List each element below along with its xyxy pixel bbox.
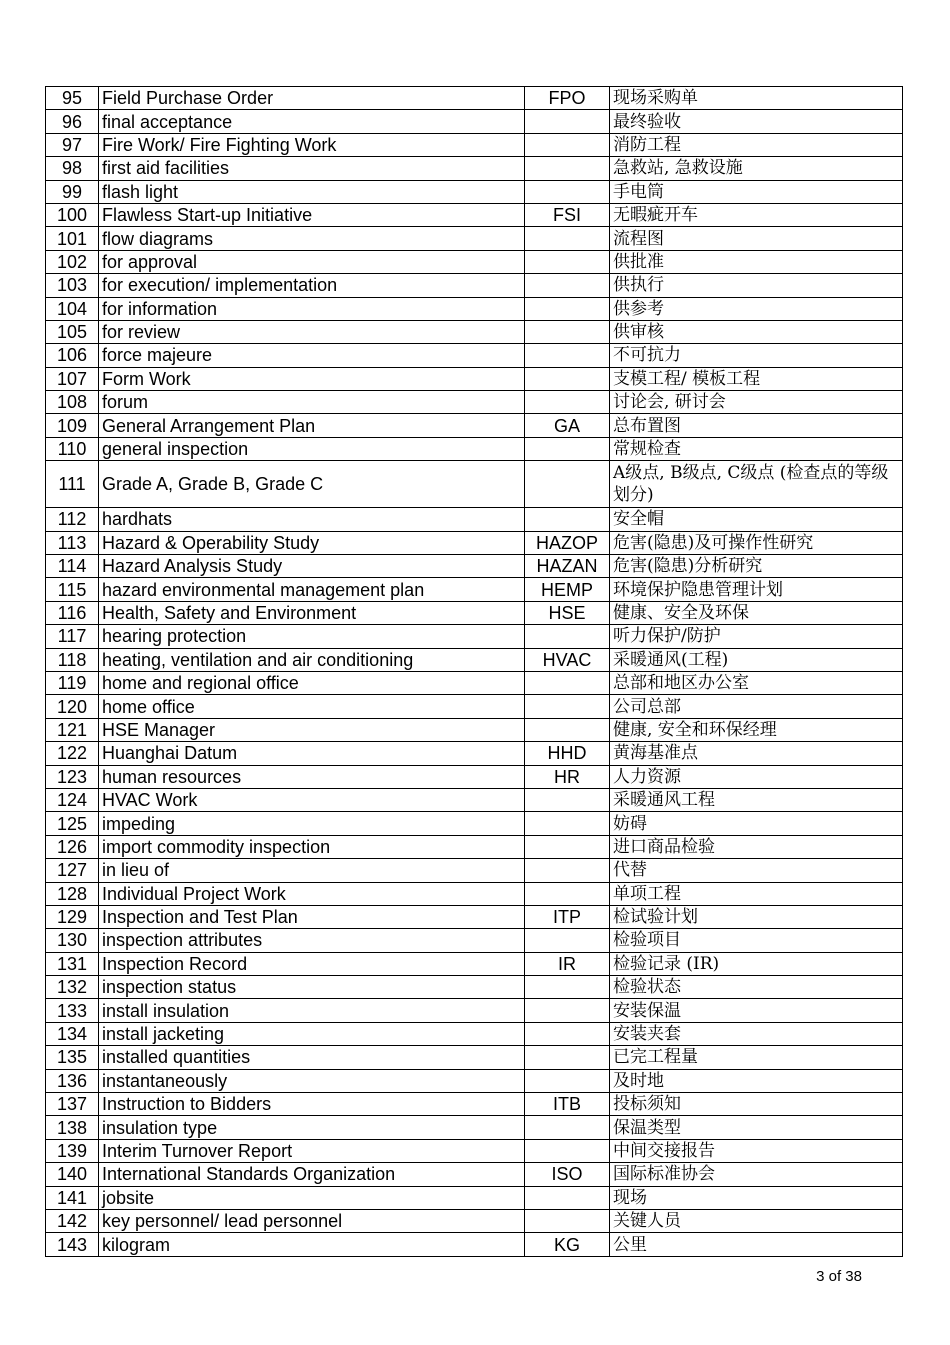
entry-number: 102 xyxy=(46,250,99,273)
chinese-translation: 环境保护隐患管理计划 xyxy=(610,578,903,601)
table-row xyxy=(46,180,903,203)
abbreviation xyxy=(525,391,610,414)
table-row xyxy=(46,1139,903,1162)
english-term: jobsite xyxy=(99,1186,525,1209)
abbreviation xyxy=(525,227,610,250)
entry-number: 105 xyxy=(46,320,99,343)
chinese-translation: 现场 xyxy=(610,1186,903,1209)
abbreviation xyxy=(525,976,610,999)
chinese-translation: 中间交接报告 xyxy=(610,1139,903,1162)
chinese-translation: 黄海基准点 xyxy=(610,742,903,765)
chinese-translation: 妨碍 xyxy=(610,812,903,835)
entry-number: 120 xyxy=(46,695,99,718)
table-row xyxy=(46,812,903,835)
english-term: inspection attributes xyxy=(99,929,525,952)
abbreviation xyxy=(525,508,610,531)
entry-number: 104 xyxy=(46,297,99,320)
entry-number: 98 xyxy=(46,157,99,180)
chinese-translation: 消防工程 xyxy=(610,133,903,156)
chinese-translation: 公司总部 xyxy=(610,695,903,718)
english-term: installed quantities xyxy=(99,1046,525,1069)
english-term: hearing protection xyxy=(99,625,525,648)
english-term: general inspection xyxy=(99,437,525,460)
entry-number: 138 xyxy=(46,1116,99,1139)
table-row xyxy=(46,203,903,226)
table-row xyxy=(46,437,903,460)
chinese-translation: 代替 xyxy=(610,859,903,882)
abbreviation xyxy=(525,344,610,367)
table-row xyxy=(46,110,903,133)
entry-number: 112 xyxy=(46,508,99,531)
chinese-translation: 进口商品检验 xyxy=(610,835,903,858)
abbreviation xyxy=(525,274,610,297)
english-term: Form Work xyxy=(99,367,525,390)
chinese-translation: 检试验计划 xyxy=(610,905,903,928)
abbreviation xyxy=(525,1116,610,1139)
english-term: kilogram xyxy=(99,1233,525,1256)
entry-number: 111 xyxy=(46,461,99,508)
abbreviation xyxy=(525,461,610,508)
english-term: International Standards Organization xyxy=(99,1163,525,1186)
chinese-translation: 无暇疵开车 xyxy=(610,203,903,226)
abbreviation: HVAC xyxy=(525,648,610,671)
english-term: home and regional office xyxy=(99,671,525,694)
table-row xyxy=(46,671,903,694)
abbreviation: HAZOP xyxy=(525,531,610,554)
english-term: Inspection and Test Plan xyxy=(99,905,525,928)
abbreviation xyxy=(525,625,610,648)
entry-number: 128 xyxy=(46,882,99,905)
table-row xyxy=(46,133,903,156)
chinese-translation: 总布置图 xyxy=(610,414,903,437)
chinese-translation: 检验项目 xyxy=(610,929,903,952)
abbreviation: HAZAN xyxy=(525,555,610,578)
abbreviation: HEMP xyxy=(525,578,610,601)
glossary-body xyxy=(46,87,903,1257)
abbreviation xyxy=(525,133,610,156)
entry-number: 137 xyxy=(46,1093,99,1116)
english-term: flow diagrams xyxy=(99,227,525,250)
chinese-translation: 公里 xyxy=(610,1233,903,1256)
english-term: for approval xyxy=(99,250,525,273)
entry-number: 114 xyxy=(46,555,99,578)
english-term: impeding xyxy=(99,812,525,835)
english-term: hazard environmental management plan xyxy=(99,578,525,601)
table-row xyxy=(46,1046,903,1069)
english-term: flash light xyxy=(99,180,525,203)
english-term: for review xyxy=(99,320,525,343)
chinese-translation: 危害(隐患)分析研究 xyxy=(610,555,903,578)
english-term: Huanghai Datum xyxy=(99,742,525,765)
abbreviation xyxy=(525,1022,610,1045)
chinese-translation: 国际标准协会 xyxy=(610,1163,903,1186)
english-term: Health, Safety and Environment xyxy=(99,601,525,624)
chinese-translation: 讨论会, 研讨会 xyxy=(610,391,903,414)
table-row xyxy=(46,531,903,554)
chinese-translation: 安装夹套 xyxy=(610,1022,903,1045)
entry-number: 100 xyxy=(46,203,99,226)
chinese-translation: 检验状态 xyxy=(610,976,903,999)
english-term: install insulation xyxy=(99,999,525,1022)
english-term: HVAC Work xyxy=(99,788,525,811)
entry-number: 115 xyxy=(46,578,99,601)
english-term: hardhats xyxy=(99,508,525,531)
entry-number: 126 xyxy=(46,835,99,858)
entry-number: 101 xyxy=(46,227,99,250)
english-term: instantaneously xyxy=(99,1069,525,1092)
abbreviation xyxy=(525,695,610,718)
english-term: final acceptance xyxy=(99,110,525,133)
table-row xyxy=(46,695,903,718)
abbreviation: HSE xyxy=(525,601,610,624)
table-row xyxy=(46,367,903,390)
table-row xyxy=(46,952,903,975)
abbreviation xyxy=(525,437,610,460)
english-term: install jacketing xyxy=(99,1022,525,1045)
entry-number: 129 xyxy=(46,905,99,928)
entry-number: 136 xyxy=(46,1069,99,1092)
entry-number: 140 xyxy=(46,1163,99,1186)
chinese-translation: 现场采购单 xyxy=(610,87,903,110)
table-row xyxy=(46,625,903,648)
entry-number: 132 xyxy=(46,976,99,999)
table-row xyxy=(46,718,903,741)
abbreviation xyxy=(525,297,610,320)
english-term: heating, ventilation and air conditioning xyxy=(99,648,525,671)
abbreviation: ITP xyxy=(525,905,610,928)
chinese-translation: 采暖通风(工程) xyxy=(610,648,903,671)
entry-number: 141 xyxy=(46,1186,99,1209)
table-row xyxy=(46,391,903,414)
english-term: Instruction to Bidders xyxy=(99,1093,525,1116)
table-row xyxy=(46,648,903,671)
table-row xyxy=(46,742,903,765)
chinese-translation: A级点, B级点, C级点 (检查点的等级划分) xyxy=(610,461,903,508)
abbreviation: ITB xyxy=(525,1093,610,1116)
english-term: import commodity inspection xyxy=(99,835,525,858)
chinese-translation: 常规检查 xyxy=(610,437,903,460)
table-row xyxy=(46,227,903,250)
entry-number: 130 xyxy=(46,929,99,952)
entry-number: 116 xyxy=(46,601,99,624)
entry-number: 124 xyxy=(46,788,99,811)
chinese-translation: 不可抗力 xyxy=(610,344,903,367)
entry-number: 134 xyxy=(46,1022,99,1045)
english-term: HSE Manager xyxy=(99,718,525,741)
english-term: home office xyxy=(99,695,525,718)
table-row xyxy=(46,414,903,437)
abbreviation xyxy=(525,671,610,694)
table-row xyxy=(46,87,903,110)
abbreviation xyxy=(525,1209,610,1232)
table-row xyxy=(46,1163,903,1186)
abbreviation xyxy=(525,929,610,952)
english-term: force majeure xyxy=(99,344,525,367)
english-term: Inspection Record xyxy=(99,952,525,975)
table-row xyxy=(46,297,903,320)
table-row xyxy=(46,344,903,367)
table-row xyxy=(46,1186,903,1209)
table-row xyxy=(46,905,903,928)
entry-number: 107 xyxy=(46,367,99,390)
chinese-translation: 手电筒 xyxy=(610,180,903,203)
entry-number: 96 xyxy=(46,110,99,133)
entry-number: 97 xyxy=(46,133,99,156)
table-row xyxy=(46,1022,903,1045)
chinese-translation: 单项工程 xyxy=(610,882,903,905)
abbreviation xyxy=(525,1046,610,1069)
table-row xyxy=(46,1069,903,1092)
english-term: inspection status xyxy=(99,976,525,999)
abbreviation xyxy=(525,250,610,273)
table-row xyxy=(46,508,903,531)
abbreviation xyxy=(525,110,610,133)
english-term: Interim Turnover Report xyxy=(99,1139,525,1162)
english-term: Field Purchase Order xyxy=(99,87,525,110)
entry-number: 139 xyxy=(46,1139,99,1162)
entry-number: 135 xyxy=(46,1046,99,1069)
chinese-translation: 人力资源 xyxy=(610,765,903,788)
chinese-translation: 安全帽 xyxy=(610,508,903,531)
english-term: Grade A, Grade B, Grade C xyxy=(99,461,525,508)
abbreviation xyxy=(525,157,610,180)
abbreviation xyxy=(525,882,610,905)
table-row xyxy=(46,788,903,811)
table-row xyxy=(46,250,903,273)
abbreviation: GA xyxy=(525,414,610,437)
table-row xyxy=(46,929,903,952)
chinese-translation: 保温类型 xyxy=(610,1116,903,1139)
abbreviation: KG xyxy=(525,1233,610,1256)
chinese-translation: 健康、安全及环保 xyxy=(610,601,903,624)
table-row xyxy=(46,578,903,601)
abbreviation xyxy=(525,320,610,343)
entry-number: 110 xyxy=(46,437,99,460)
english-term: in lieu of xyxy=(99,859,525,882)
entry-number: 142 xyxy=(46,1209,99,1232)
chinese-translation: 已完工程量 xyxy=(610,1046,903,1069)
entry-number: 106 xyxy=(46,344,99,367)
chinese-translation: 安装保温 xyxy=(610,999,903,1022)
table-row xyxy=(46,320,903,343)
chinese-translation: 供批准 xyxy=(610,250,903,273)
chinese-translation: 关键人员 xyxy=(610,1209,903,1232)
abbreviation xyxy=(525,788,610,811)
entry-number: 143 xyxy=(46,1233,99,1256)
english-term: key personnel/ lead personnel xyxy=(99,1209,525,1232)
table-row xyxy=(46,1093,903,1116)
entry-number: 109 xyxy=(46,414,99,437)
table-row xyxy=(46,1233,903,1256)
table-row xyxy=(46,1209,903,1232)
english-term: Hazard & Operability Study xyxy=(99,531,525,554)
abbreviation: FPO xyxy=(525,87,610,110)
abbreviation xyxy=(525,835,610,858)
table-row xyxy=(46,601,903,624)
abbreviation xyxy=(525,859,610,882)
entry-number: 108 xyxy=(46,391,99,414)
abbreviation: IR xyxy=(525,952,610,975)
english-term: Hazard Analysis Study xyxy=(99,555,525,578)
chinese-translation: 供执行 xyxy=(610,274,903,297)
abbreviation xyxy=(525,367,610,390)
chinese-translation: 及时地 xyxy=(610,1069,903,1092)
page-number: 3 of 38 xyxy=(816,1268,862,1285)
chinese-translation: 流程图 xyxy=(610,227,903,250)
chinese-translation: 检验记录 (IR) xyxy=(610,952,903,975)
chinese-translation: 支模工程/ 模板工程 xyxy=(610,367,903,390)
entry-number: 131 xyxy=(46,952,99,975)
entry-number: 125 xyxy=(46,812,99,835)
english-term: for information xyxy=(99,297,525,320)
chinese-translation: 投标须知 xyxy=(610,1093,903,1116)
abbreviation: HR xyxy=(525,765,610,788)
entry-number: 95 xyxy=(46,87,99,110)
table-row xyxy=(46,835,903,858)
entry-number: 113 xyxy=(46,531,99,554)
table-row xyxy=(46,976,903,999)
table-row xyxy=(46,999,903,1022)
abbreviation xyxy=(525,1139,610,1162)
table-row xyxy=(46,859,903,882)
english-term: first aid facilities xyxy=(99,157,525,180)
table-row xyxy=(46,765,903,788)
entry-number: 133 xyxy=(46,999,99,1022)
entry-number: 127 xyxy=(46,859,99,882)
english-term: human resources xyxy=(99,765,525,788)
abbreviation: FSI xyxy=(525,203,610,226)
english-term: Flawless Start-up Initiative xyxy=(99,203,525,226)
table-row xyxy=(46,157,903,180)
glossary-table xyxy=(45,86,903,1257)
entry-number: 117 xyxy=(46,625,99,648)
chinese-translation: 危害(隐患)及可操作性研究 xyxy=(610,531,903,554)
chinese-translation: 急救站, 急救设施 xyxy=(610,157,903,180)
english-term: for execution/ implementation xyxy=(99,274,525,297)
entry-number: 122 xyxy=(46,742,99,765)
abbreviation xyxy=(525,1186,610,1209)
chinese-translation: 健康, 安全和环保经理 xyxy=(610,718,903,741)
abbreviation xyxy=(525,1069,610,1092)
entry-number: 118 xyxy=(46,648,99,671)
chinese-translation: 供参考 xyxy=(610,297,903,320)
entry-number: 103 xyxy=(46,274,99,297)
english-term: forum xyxy=(99,391,525,414)
table-row xyxy=(46,274,903,297)
chinese-translation: 采暖通风工程 xyxy=(610,788,903,811)
entry-number: 121 xyxy=(46,718,99,741)
abbreviation: HHD xyxy=(525,742,610,765)
table-row xyxy=(46,555,903,578)
abbreviation xyxy=(525,812,610,835)
abbreviation xyxy=(525,718,610,741)
abbreviation: ISO xyxy=(525,1163,610,1186)
english-term: General Arrangement Plan xyxy=(99,414,525,437)
table-row xyxy=(46,461,903,508)
table-row xyxy=(46,882,903,905)
abbreviation xyxy=(525,999,610,1022)
abbreviation xyxy=(525,180,610,203)
entry-number: 99 xyxy=(46,180,99,203)
english-term: Individual Project Work xyxy=(99,882,525,905)
entry-number: 123 xyxy=(46,765,99,788)
english-term: Fire Work/ Fire Fighting Work xyxy=(99,133,525,156)
chinese-translation: 听力保护/防护 xyxy=(610,625,903,648)
english-term: insulation type xyxy=(99,1116,525,1139)
table-row xyxy=(46,1116,903,1139)
entry-number: 119 xyxy=(46,671,99,694)
chinese-translation: 总部和地区办公室 xyxy=(610,671,903,694)
chinese-translation: 供审核 xyxy=(610,320,903,343)
chinese-translation: 最终验收 xyxy=(610,110,903,133)
